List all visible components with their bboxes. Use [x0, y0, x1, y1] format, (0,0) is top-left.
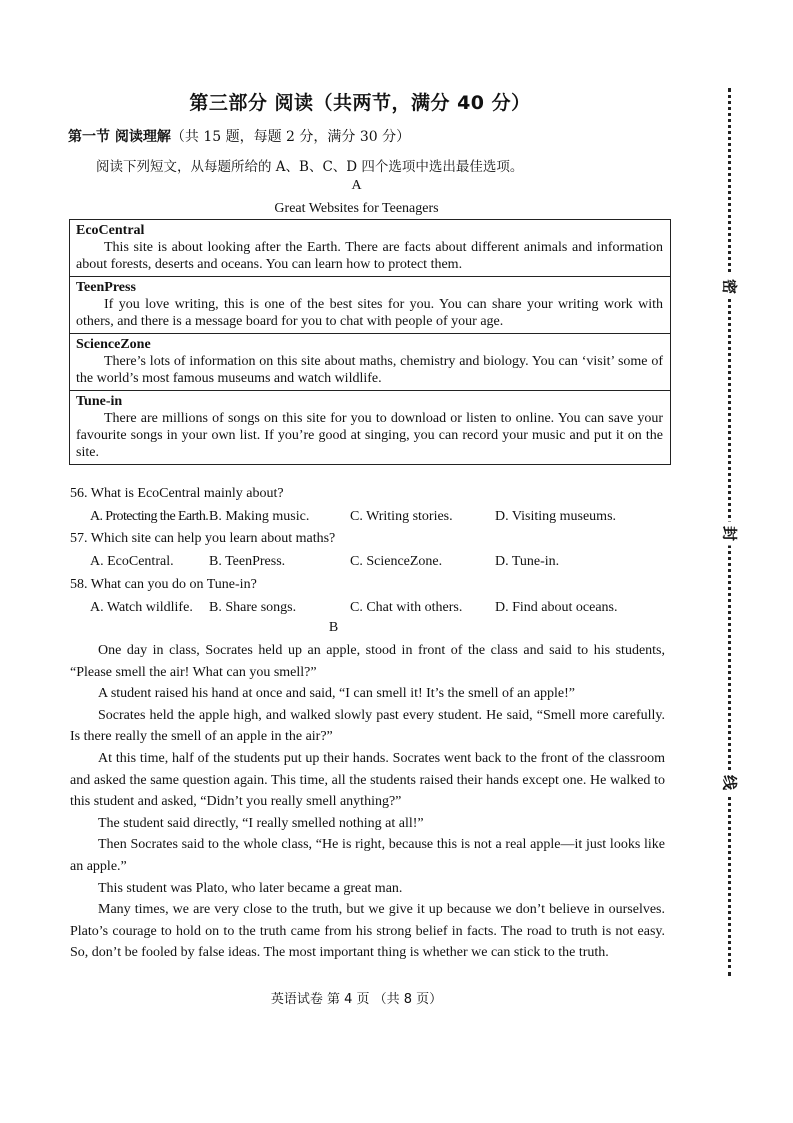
- question-58-option-d: D. Find about oceans.: [495, 600, 618, 615]
- site-description: This site is about looking after the Earth. There are facts about different animals and information about forests, deserts and oceans. You can learn how to protect them.: [76, 240, 663, 272]
- passage-b-label: B: [328, 620, 339, 635]
- site-description: There are millions of songs on this site for you to download or listen to online. You can save your favourite songs in your own list. If you’re good at singing, you can record your music and put it on the site.: [76, 411, 663, 460]
- site-cell-ecocentral: [70, 220, 671, 277]
- question-58-stem: 58. What can you do on Tune-in?: [70, 577, 257, 592]
- passage-paragraph: This student was Plato, who later became a great man.: [98, 880, 403, 896]
- table-row: [70, 334, 671, 391]
- site-name: Tune-in: [76, 394, 123, 409]
- site-description: If you love writing, this is one of the best sites for you. You can share your writing work with others, and there is a message board for you to chat with people of your age.: [76, 297, 663, 329]
- section-title: [68, 126, 410, 146]
- instruction-text: 阅读下列短文，从每题所给的 A、B、C、D 四个选项中选出最佳选项。: [96, 159, 524, 175]
- section-title-text: 第一节 阅读理解: [68, 129, 171, 145]
- passage-paragraph: Socrates held the apple high, and walked slowly past every student. He said, “Smell more carefully. Is there really the smell of an apple in the air?”: [70, 707, 665, 745]
- site-name: ScienceZone: [76, 337, 151, 352]
- question-56-option-a: A. Protecting the Earth.: [90, 509, 209, 524]
- page-footer: 英语试卷 第 4 页 （共 8 页）: [270, 992, 443, 1007]
- websites-table: [69, 219, 671, 465]
- binding-mark-feng: 封: [720, 522, 741, 546]
- table-row: [70, 220, 671, 277]
- site-description: There’s lots of information on this site about maths, chemistry and biology. You can ‘visit’ some of the world’s most famous museums and watch wildlife.: [76, 354, 663, 386]
- section-title-note: （共 15 题，每题 2 分，满分 30 分）: [170, 129, 411, 145]
- question-57-option-c: C. ScienceZone.: [350, 554, 443, 569]
- passage-paragraph: Then Socrates said to the whole class, “He is right, because this is not a real apple—it just looks like an apple.”: [70, 837, 665, 874]
- question-58-option-c: C. Chat with others.: [350, 600, 463, 615]
- passage-paragraph: One day in class, Socrates held up an apple, stood in front of the class and said to his students, “Please smell the air! What can you smell?”: [70, 643, 665, 680]
- question-57-option-b: B. TeenPress.: [209, 554, 286, 569]
- site-name: TeenPress: [76, 280, 136, 295]
- table-row: [70, 277, 671, 334]
- question-56-stem: 56. What is EcoCentral mainly about?: [70, 486, 284, 501]
- passage-b-body: [70, 640, 665, 964]
- passage-paragraph: The student said directly, “I really smelled nothing at all!”: [98, 815, 424, 831]
- table-row: [70, 391, 671, 465]
- passage-paragraph: Many times, we are very close to the truth, but we give it up because we don’t believe in ourselves. Plato’s courage to hold on to the truth came from his strong belief in facts. The road to truth is not easy. So, don’t be fooled by false ideas. The most important thing is whether we can stick to the truth.: [70, 902, 665, 961]
- passage-a-title: Great Websites for Teenagers: [274, 201, 439, 216]
- question-57-stem: 57. Which site can help you learn about maths?: [70, 531, 336, 546]
- binding-mark-mi: 密: [720, 275, 741, 299]
- question-58-option-a: A. Watch wildlife.: [90, 600, 193, 615]
- question-58-option-b: B. Share songs.: [209, 600, 297, 615]
- question-57-option-a: A. EcoCentral.: [90, 554, 174, 569]
- binding-mark-xian: 线: [720, 771, 741, 795]
- passage-paragraph: A student raised his hand at once and said, “I can smell it! It’s the smell of an apple!”: [98, 686, 576, 702]
- site-cell-tune-in: [70, 391, 671, 465]
- part-title: 第三部分 阅读（共两节，满分 40 分）: [189, 92, 531, 114]
- question-56-option-c: C. Writing stories.: [350, 509, 453, 524]
- site-cell-teenpress: [70, 277, 671, 334]
- site-cell-sciencezone: [70, 334, 671, 391]
- site-name: EcoCentral: [76, 223, 145, 238]
- question-56-option-d: D. Visiting museums.: [495, 509, 617, 524]
- passage-paragraph: At this time, half of the students put up their hands. Socrates went back to the front of the classroom and asked the same question again. This time, all the students raised their hands except one. He walked to this student and asked, “Didn’t you really smell anything?”: [70, 750, 665, 810]
- passage-a-label: A: [351, 178, 362, 193]
- question-56-option-b: B. Making music.: [209, 509, 310, 524]
- question-57-option-d: D. Tune-in.: [495, 554, 560, 569]
